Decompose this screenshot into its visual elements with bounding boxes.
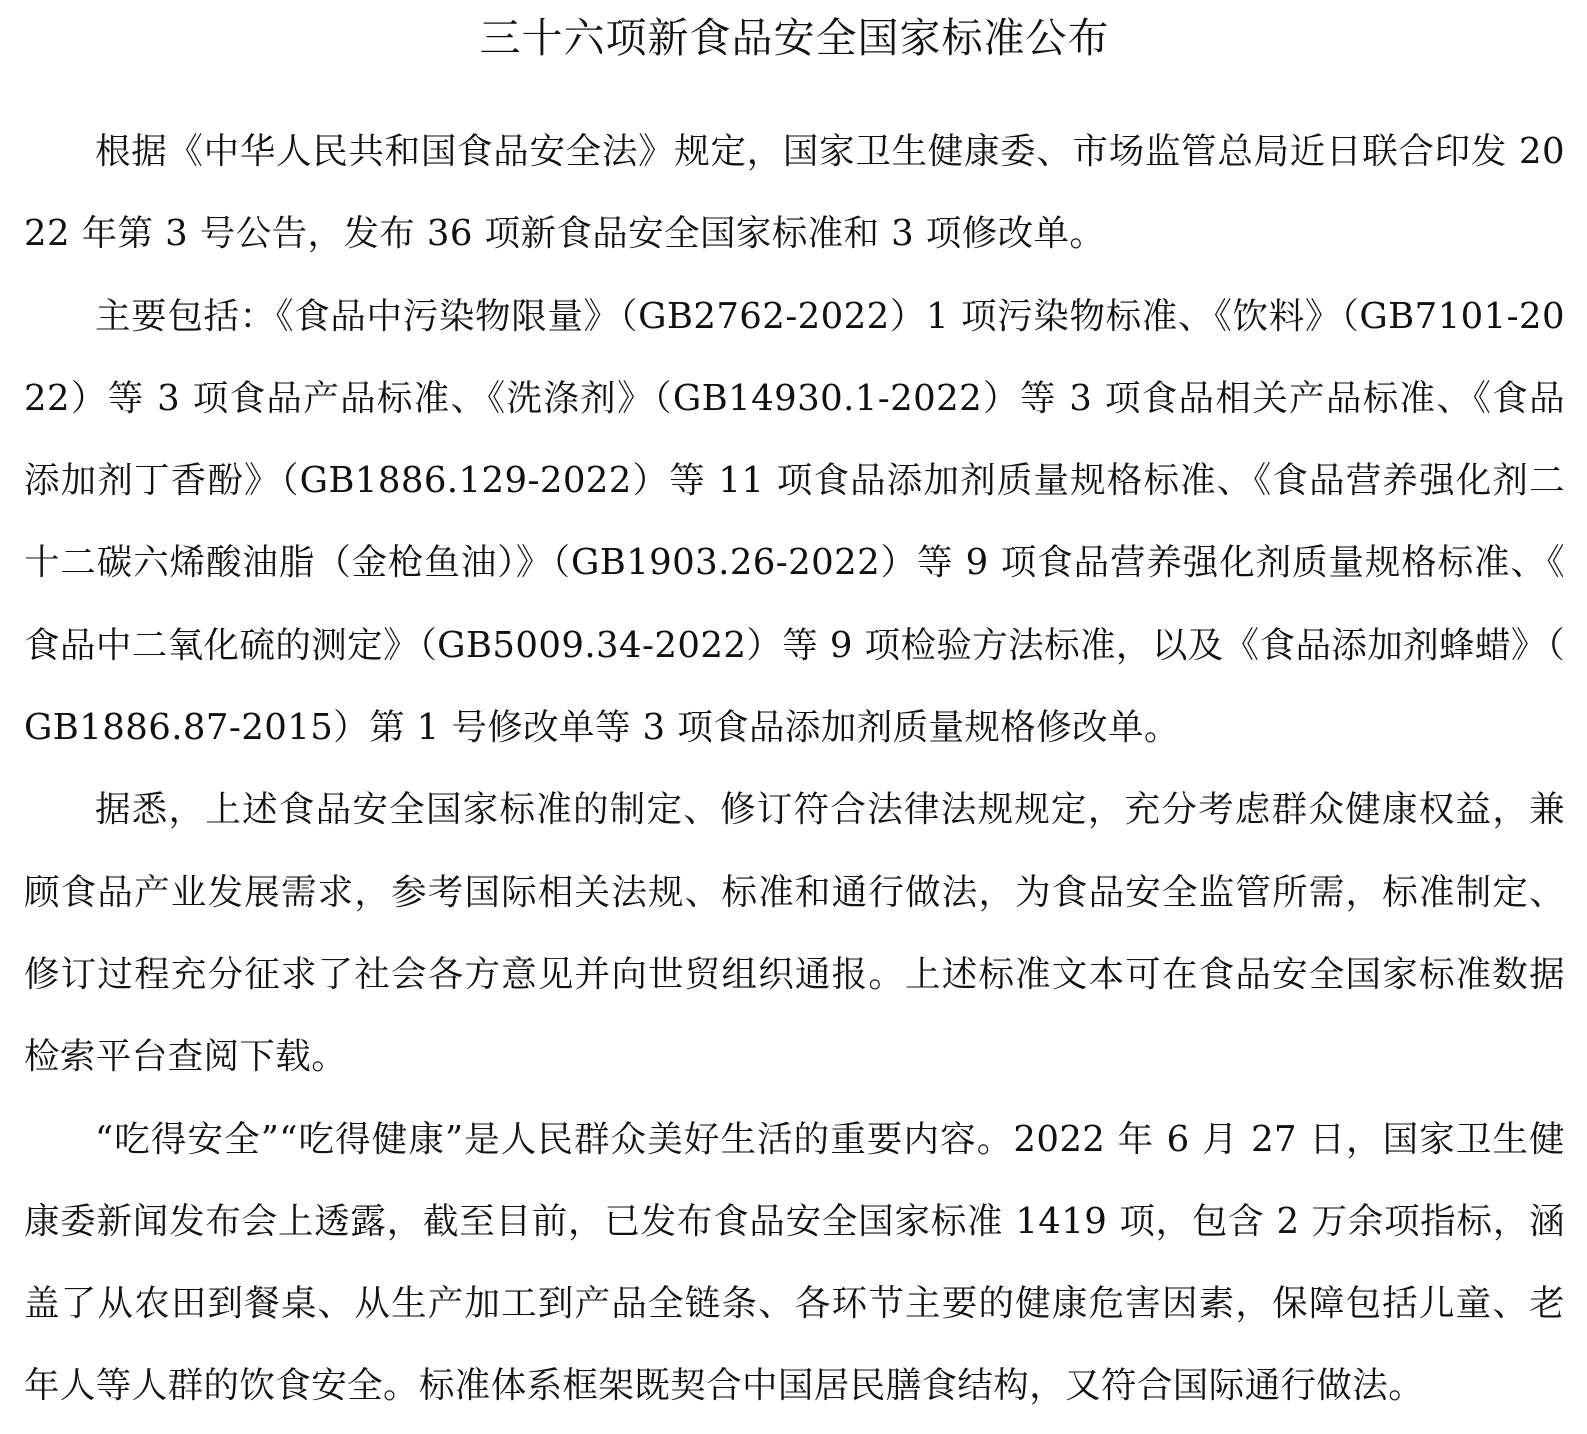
paragraph-4: “吃得安全”“吃得健康”是人民群众美好生活的重要内容。2022 年 6 月 27 日，国家卫生健康委新闻发布会上透露，截至目前，已发布食品安全国家标准 1419 项，包含 2 万余项指标，涵盖了从农田到餐桌、从生产加工到产品全链条、各环节主要的健康危害因素，保障包括儿童、老年人等人群的饮食安全。标准体系框架既契合中国居民膳食结构，又符合国际通行做法。: [24, 1118, 1565, 1407]
document-body: [24, 111, 1565, 1428]
paragraph-1: 根据《中华人民共和国食品安全法》规定，国家卫生健康委、市场监管总局近日联合印发 2022 年第 3 号公告，发布 36 项新食品安全国家标准和 3 项修改单。: [24, 131, 1565, 255]
paragraph-2: 主要包括：《食品中污染物限量》（GB2762-2022）1 项污染物标准、《饮料》（GB7101-2022）等 3 项食品产品标准、《洗涤剂》（GB14930.1-2022）等 3 项食品相关产品标准、《食品添加剂丁香酚》（GB1886.129-2022）等 11 项食品添加剂质量规格标准、《食品营养强化剂二十二碳六烯酸油脂（金枪鱼油）》（GB1903.26-2022）等 9 项食品营养强化剂质量规格标准、《食品中二氧化硫的测定》（GB5009.34-2022）等 9 项检验方法标准，以及《食品添加剂蜂蜡》（GB1886.87-2015）第 1 号修改单等 3 项食品添加剂质量规格修改单。: [24, 295, 1565, 749]
document-title: 三十六项新食品安全国家标准公布: [479, 14, 1110, 62]
paragraph-3: 据悉，上述食品安全国家标准的制定、修订符合法律法规规定，充分考虑群众健康权益，兼顾食品产业发展需求，参考国际相关法规、标准和通行做法，为食品安全监管所需，标准制定、修订过程充分征求了社会各方意见并向世贸组织通报。上述标准文本可在食品安全国家标准数据检索平台查阅下载。: [24, 789, 1565, 1078]
